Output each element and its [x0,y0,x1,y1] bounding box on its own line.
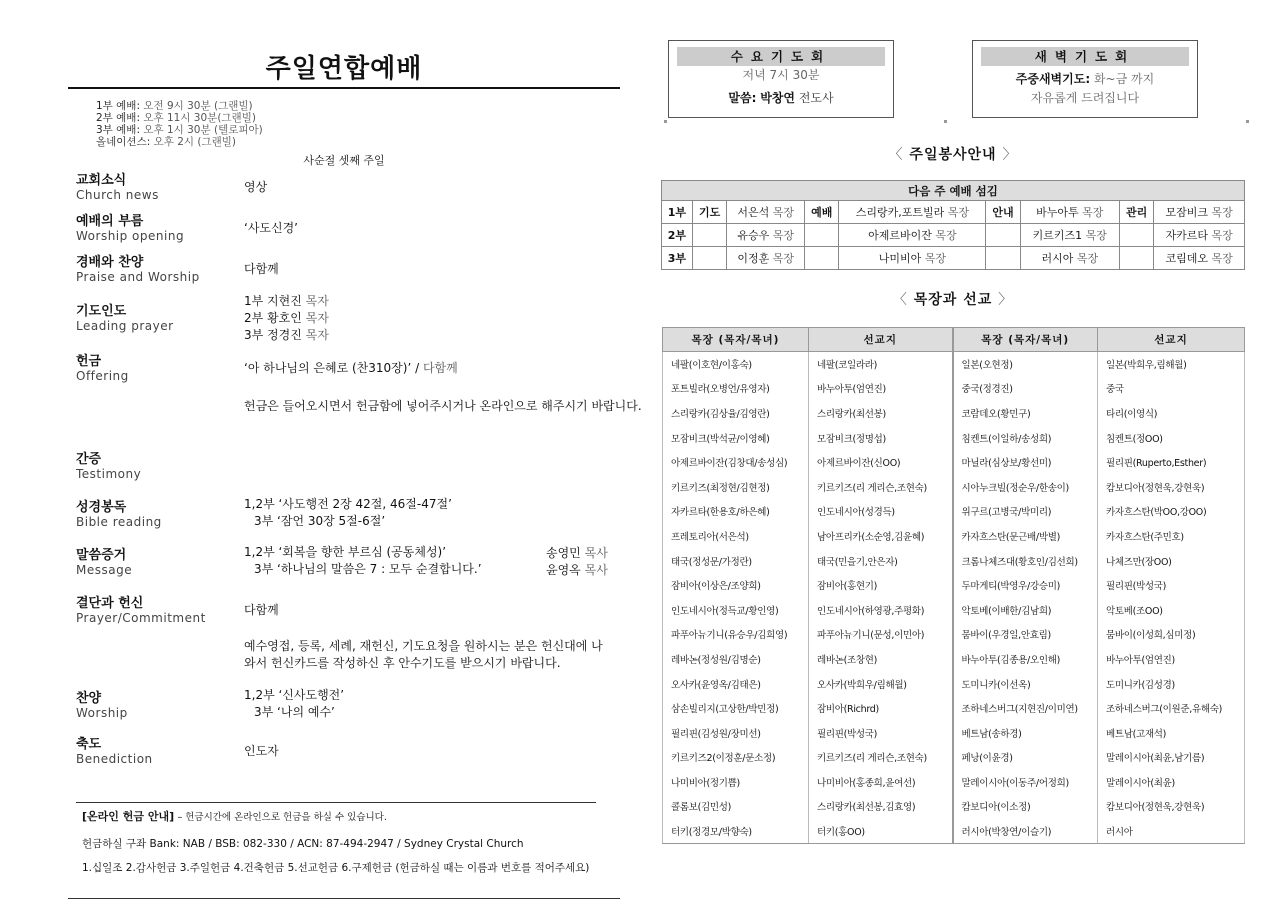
mission-field-cell: 인도네시아(하영광,주평화) [809,597,953,622]
mokjang-cell: 조하네스버그(지현진/이미연) [953,696,1098,721]
mokjang-cell: 프레토리아(서은석) [663,524,809,549]
dawn-prayer-box: 새벽기도회 주중새벽기도: 화~금 까지 자유롭게 드려집니다 [972,40,1198,118]
mokjang-cell: 모잠비크(박석균/이영혜) [663,425,809,450]
mokjang-cell: 네팔(이호현/이홍숙) [663,352,809,377]
mokjang-cell: 페낭(이윤경) [953,745,1098,770]
table-row: 1부 기도 서은석 목장 예배 스리랑카,포트빌라 목장 안내 바누아투 목장 관리 모잠비크 목장 [662,201,1245,224]
table-row [663,597,1245,622]
mission-field-cell: 남아프리카(소순영,김윤혜) [809,524,953,549]
mokjang-cell: 러시아(박창연/이슬기) [953,819,1098,844]
mokjang-cell: 위구르(고병국/박미리) [953,499,1098,524]
mission-field-cell: 필리핀(Ruperto,Esther) [1098,450,1245,475]
mission-field-cell: 필리핀(박성국) [1098,573,1245,598]
mission-field-cell: 악토베(조OO) [1098,597,1245,622]
mission-field-cell: 키르키즈(리 게리슨,조현숙) [809,745,953,770]
mission-field-cell: 캄보디아(정현욱,강현욱) [1098,794,1245,819]
section-bible-reading: 성경봉독 Bible reading 1,2부 ‘사도행전 2장 42절, 46절-47절’ 3부 ‘잠언 30장 5절-6절’ [76,497,452,529]
mokjang-cell: 뭄바이(우경일,안효림) [953,622,1098,647]
mokjang-cell: 코람데오(황민구) [953,401,1098,426]
table-row: 2부 유승우 목장 아제르바이잔 목장 키르키즈1 목장 자카르타 목장 [662,224,1245,247]
mokjang-cell: 바누아투(김종용/오인해) [953,647,1098,672]
table-row [663,622,1245,647]
mission-field-cell: 모잠비크(정명섭) [809,425,953,450]
schedule-row: 올네이션스: 오후 2시 (그랜빌) [96,136,237,148]
table-row [663,499,1245,524]
section-praise: 경배와 찬양 Praise and Worship 다함께 [76,255,279,284]
mokjang-cell: 키르키즈(최정현/김현정) [663,474,809,499]
offering-note: 헌금은 들어오시면서 헌금함에 넣어주시거나 온라인으로 해주시기 바랍니다. [244,399,642,413]
table-row [663,474,1245,499]
wednesday-prayer-box: 수요기도회 저녁 7시 30분 말씀: 박창연 전도사 [668,40,894,118]
table-row [663,450,1245,475]
schedule-row: 2부 예배: 오후 11시 30분(그랜빌) [96,112,256,124]
mission-field-cell: 잠비아(Richrd) [809,696,953,721]
table-row [663,647,1245,672]
page-title: 주일연합예배 [265,54,423,84]
mokjang-cell: 베트남(송하경) [953,720,1098,745]
section-worship-opening: 예배의 부름 Worship opening ‘사도신경’ [76,214,298,243]
mission-field-cell: 카자흐스탄(박OO,강OO) [1098,499,1245,524]
mokjang-cell: 키르키즈2(이정훈/문소정) [663,745,809,770]
section-message: 말씀증거 Message 1,2부 ‘회복을 향한 부르심 (공동체성)’ 3부 ‘하나님의 말씀은 7 : 모두 순결합니다.’ 송영민 목사 윤영옥 목사 [76,545,608,577]
mission-field-cell: 스리랑카(최선봉) [809,401,953,426]
mokjang-cell: 도미니카(이선옥) [953,671,1098,696]
mokjang-cell: 중국(정경진) [953,376,1098,401]
table-row [663,720,1245,745]
schedule-row: 1부 예배: 오전 9시 30분 (그랜빌) [96,100,253,112]
mission-field-cell: 뭄바이(이성희,심미정) [1098,622,1245,647]
mokjang-cell: 인도네시아(정득교/황인영) [663,597,809,622]
mission-field-cell: 조하네스버그(이원준,유해숙) [1098,696,1245,721]
mission-field-cell: 나미비아(홍종희,윤여선) [809,770,953,795]
mokjang-cell: 잠비아(이상은/조양희) [663,573,809,598]
section-commitment: 결단과 헌신 Prayer/Commitment 다함께 예수영접, 등록, 세례, 재헌신, 기도요청을 원하시는 분은 헌신대에 나와서 헌신카드를 작성하신 후 안수기도를 받으시기 바랍니다. [76,596,620,625]
mokjang-cell: 말레이시아(이동주/어정희) [953,770,1098,795]
mokjang-cell: 필리핀(김성원/장미선) [663,720,809,745]
table-row [663,425,1245,450]
mokjang-cell: 오사카(윤영옥/김태은) [663,671,809,696]
table-row [663,573,1245,598]
mission-field-cell: 타리(이영식) [1098,401,1245,426]
section-church-news: 교회소식 Church news 영상 [76,173,268,202]
table-row: 3부 이정훈 목장 나미비아 목장 러시아 목장 코림데오 목장 [662,247,1245,270]
corner-dot [664,120,667,123]
mokjang-cell: 태국(정성문/가정란) [663,548,809,573]
table-row [663,548,1245,573]
mission-field-cell: 바누아투(엄연진) [1098,647,1245,672]
table-row [663,770,1245,795]
mission-field-cell: 스리랑카(최선봉,김효영) [809,794,953,819]
missions-table: 목장 (목자/목녀) 선교지 목장 (목자/목녀) 선교지 네팔(이호현/이홍숙) 네팔(코일라라) 일본(오현정) 일본(박희우,림해월) 포트빌라(오병언/유영자) 바누아투(엄연진) 중국(정경진) 중국 스리랑카(김상율/김영란) 스리랑카(최선봉) 코람데오(황민구) 타리(이영식) 모잠비크(박석균/이영혜) 모잠비크(정명섭) 침켄트(이일하/송성희) 침켄트(정OO) 아제르바이잔(김창대/송성심) 아제르바이잔(신OO) 마닐라(심상보/황선미) 필리핀(Ruperto,Esther) 키르키즈(최정현/김현정) 키르키즈(리 게리슨,조현숙) 시아누크빌(정순우/한송이) 캄보디아(정현욱,강현욱) 자카르타(한용호/하은혜) 인도네시아(성경득) 위구르(고병국/박미리) 카자흐스탄(박OO,강OO) 프레토리아(서은석) 남아프리카(소순영,김윤혜) 카자흐스탄(문근배/박별) 카자흐스탄(주민호) 태국(정성문/가정란) 태국(민을기,안은자) 크롬나체즈대(황호인/김선희) 나체즈만(장OO) 잠비아(이상은/조양희) 잠비아(홍현기) 두마게티(박영우/강승미) 필리핀(박성국) 인도네시아(정득교/황인영) 인도네시아(하영광,주평화) 악토베(이배한/김남희) 악토베(조OO) 파푸아뉴기니(유승우/김희영) 파푸아뉴기니(문성,이민아) 뭄바이(우경일,안효림) 뭄바이(이성희,심미정) 레바논(정성원/김명순) 레바논(조창현) 바누아투(김종용/오인해) 바누아투(엄연진) 오사카(윤영옥/김태은) 오사카(박희우/림해월) 도미니카(이선옥) 도미니카(김성경) 삼손빌리지(고상한/박민정) 잠비아(Richrd) 조하네스버그(지현진/이미연) 조하네스버그(이원준,유해숙) 필리핀(김성원/장미선) 필리핀(박성국) 베트남(송하경) 베트남(고재석) 키르키즈2(이정훈/문소정) 키르키즈(리 게리슨,조현숙) 페낭(이윤경) 말레이시아(최윤,남기름) 나미비아(정기쁨) 나미비아(홍종희,윤여선) 말레이시아(이동주/어정희) 말레이시아(최윤) 콜롬보(김민성) 스리랑카(최선봉,김효영) 캄보디아(이소정) 캄보디아(정현욱,강현욱) 터키(정경모/박향숙) 터키(홍OO) 러시아(박창연/이슬기) 러시아 [662,327,1245,844]
mission-field-cell: 러시아 [1098,819,1245,844]
mission-field-cell: 필리핀(박성국) [809,720,953,745]
service-table: 다음 주 예배 섬김 1부 기도 서은석 목장 예배 스리랑카,포트빌라 목장 안내 바누아투 목장 관리 모잠비크 목장 2부 유승우 목장 아제르바이잔 목장 키르키즈1 목장 자카르타 목장 3부 이정훈 목장 나미비아 목장 러시아 목장 코림데오 목장 [661,180,1245,270]
mission-field-cell: 나체즈만(장OO) [1098,548,1245,573]
mokjang-cell: 시아누크빌(정순우/한송이) [953,474,1098,499]
mission-field-cell: 인도네시아(성경득) [809,499,953,524]
mokjang-cell: 악토베(이배한/김남희) [953,597,1098,622]
mokjang-cell: 캄보디아(이소정) [953,794,1098,819]
table-row [663,401,1245,426]
table-row [663,524,1245,549]
section-benediction: 축도 Benediction 인도자 [76,737,279,766]
table-row [663,819,1245,844]
corner-dot [944,120,947,123]
mission-field-cell: 중국 [1098,376,1245,401]
mokjang-cell: 콜롬보(김민성) [663,794,809,819]
table-row [663,696,1245,721]
mokjang-cell: 포트빌라(오병언/유영자) [663,376,809,401]
mission-field-cell: 일본(박희우,림해월) [1098,352,1245,377]
section-offering: 헌금 Offering ‘아 하나님의 은혜로 (찬310장)’ / 다함께 헌금은 들어오시면서 헌금함에 넣어주시거나 온라인으로 해주시기 바랍니다. [76,354,642,413]
mission-field-cell: 말레이시아(최윤) [1098,770,1245,795]
mission-field-cell: 오사카(박희우/림해월) [809,671,953,696]
mission-field-cell: 레바논(조창현) [809,647,953,672]
mission-field-cell: 침켄트(정OO) [1098,425,1245,450]
mission-field-cell: 네팔(코일라라) [809,352,953,377]
schedule-row: 3부 예배: 오후 1시 30분 (텔로피아) [96,124,263,136]
table-row [663,671,1245,696]
mission-field-cell: 말레이시아(최윤,남기름) [1098,745,1245,770]
mokjang-cell: 두마게티(박영우/강승미) [953,573,1098,598]
prayer-leaders: 1부 지현진 목자 2부 황호인 목자 3부 정경진 목자 [244,294,329,342]
page-subtitle: 사순절 셋째 주일 [303,154,385,167]
mission-field-cell: 캄보디아(정현욱,강현욱) [1098,474,1245,499]
title-divider [68,87,620,89]
mokjang-cell: 침켄트(이일하/송성희) [953,425,1098,450]
mission-field-cell: 아제르바이잔(신OO) [809,450,953,475]
mission-field-cell: 터키(홍OO) [809,819,953,844]
commitment-note: 예수영접, 등록, 세례, 재헌신, 기도요청을 원하시는 분은 헌신대에 나와서 헌신카드를 작성하신 후 안수기도를 받으시기 바랍니다. [244,639,603,670]
mission-field-cell: 바누아투(엄연진) [809,376,953,401]
mission-field-cell: 태국(민을기,안은자) [809,548,953,573]
missions-section-title: 〈 목장과 선교 〉 [892,292,1014,308]
online-offering-info: [온라인 헌금 안내] – 헌금시간에 온라인으로 헌금을 하실 수 있습니다. 헌금하실 구좌 Bank: NAB / BSB: 082-330 / ACN: 87-494-2947 / Sydney Crystal Church 1.십일조 2.감사헌금 3.주일헌금 4.건축헌금 5.선교헌금 6.구제헌금 (헌금하실 때는 이름과 번호를 적어주세요) [82,810,602,875]
divider [68,898,620,899]
mokjang-cell: 카자흐스탄(문근배/박별) [953,524,1098,549]
offering-types: 1.십일조 2.감사헌금 3.주일헌금 4.건축헌금 5.선교헌금 6.구제헌금 (헌금하실 때는 이름과 번호를 적어주세요) [82,862,590,874]
mokjang-cell: 일본(오현정) [953,352,1098,377]
mokjang-cell: 크롬나체즈대(황호인/김선희) [953,548,1098,573]
bank-account: 헌금하실 구좌 Bank: NAB / BSB: 082-330 / ACN: 87-494-2947 / Sydney Crystal Church [82,838,524,850]
mokjang-cell: 파푸아뉴기니(유승우/김희영) [663,622,809,647]
mission-field-cell: 베트남(고재석) [1098,720,1245,745]
section-leading-prayer: 기도인도 Leading prayer 1부 지현진 목자 2부 황호인 목자 3부 정경진 목자 [76,294,329,342]
section-worship-hymn: 찬양 Worship 1,2부 ‘신사도행전’ 3부 ‘나의 예수’ [76,688,345,720]
mokjang-cell: 아제르바이잔(김창대/송성심) [663,450,809,475]
mission-field-cell: 카자흐스탄(주민호) [1098,524,1245,549]
mission-field-cell: 키르키즈(리 게리슨,조현숙) [809,474,953,499]
table-row [663,352,1245,377]
divider [76,802,596,803]
mission-field-cell: 도미니카(김성경) [1098,671,1245,696]
mokjang-cell: 스리랑카(김상율/김영란) [663,401,809,426]
table-row [663,376,1245,401]
speaker-1: 송영민 목사 [546,546,608,560]
section-testimony: 간증 Testimony [76,452,142,481]
mokjang-cell: 터키(정경모/박향숙) [663,819,809,844]
mission-field-cell: 파푸아뉴기니(문성,이민아) [809,622,953,647]
mokjang-cell: 레바논(정성원/김명순) [663,647,809,672]
corner-dot [1246,120,1249,123]
mokjang-cell: 나미비아(정기쁨) [663,770,809,795]
service-section-title: 〈 주일봉사안내 〉 [888,147,1018,163]
mokjang-cell: 마닐라(심상보/황선미) [953,450,1098,475]
service-schedule [96,100,263,148]
mission-field-cell: 잠비아(홍현기) [809,573,953,598]
mokjang-cell: 자카르타(한용호/하은혜) [663,499,809,524]
table-row [663,745,1245,770]
order-of-worship-page [68,40,642,874]
table-row [663,794,1245,819]
mokjang-cell: 삼손빌리지(고상한/박민정) [663,696,809,721]
speaker-2: 윤영옥 목사 [546,563,608,577]
missions-table-body [663,352,1245,844]
